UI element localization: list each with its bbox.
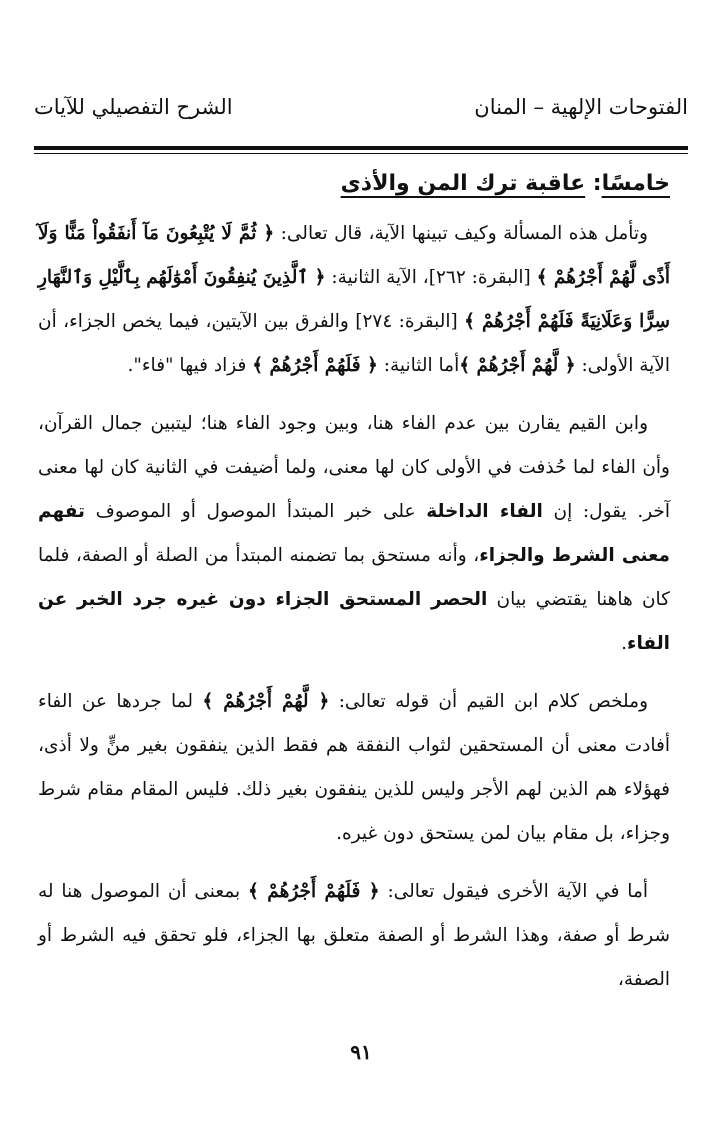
book-title: الفتوحات الإلهية – المنان bbox=[474, 95, 688, 119]
p3-text-1: وملخص كلام ابن القيم أن قوله تعالى: bbox=[329, 691, 649, 712]
p2-text-1: وابن القيم يقارن بين عدم الفاء هنا، وبين وجود الفاء هنا؛ ليتبين جمال القرآن، وأن الفاء لما حُذفت في الأولى كان لها معنى، ولما أضيفت في الثانية كان لها معنى آخر. يقول: إن bbox=[38, 413, 670, 522]
p2-bold-1: الفاء الداخلة bbox=[426, 501, 543, 522]
section-title: عاقبة ترك المن والأذى bbox=[340, 171, 586, 196]
p2-text-4: . bbox=[621, 633, 627, 654]
paragraph-3 bbox=[38, 680, 670, 856]
p2-text-3: ، وأنه مستحق بما تضمنه المبتدأ من الصلة أو الصفة، فلما كان هاهنا يقتضي بيان bbox=[38, 545, 670, 610]
p3-text-2: لما جردها عن الفاء أفادت معنى أن المستحقين لثواب النفقة هم فقط الذين ينفقون بغير منٍّ ولا أذى، فهؤلاء هم الذين لهم الأجر وليس للذين ينفقون بغير ذلك. فليس المقام مقام شرط وجزاء، بل مقام بيان لمن يستحق دون غيره. bbox=[38, 691, 670, 844]
p1-text-1: وتأمل هذه المسألة وكيف تبينها الآية، قال تعالى: bbox=[274, 223, 648, 244]
p1-verse-4: ﴿ فَلَهُمْ أَجْرُهُمْ ﴾ bbox=[252, 355, 378, 376]
header-rule-thick bbox=[34, 146, 688, 150]
p2-bold-3: الحصر المستحق الجزاء دون غيره جرد الخبر عن الفاء bbox=[38, 589, 670, 654]
section-heading bbox=[38, 162, 670, 206]
p2-bold-2: تفهم معنى الشرط والجزاء bbox=[38, 501, 671, 566]
p4-text-1: أما في الآية الأخرى فيقول تعالى: bbox=[379, 881, 648, 902]
paragraph-1 bbox=[38, 212, 670, 388]
chapter-title: الشرح التفصيلي للآيات bbox=[34, 95, 233, 119]
p1-verse-2: ﴿ ٱلَّذِينَ يُنفِقُونَ أَمْوَٰلَهُم بِٱلَّيْلِ وَٱلنَّهَارِ سِرًّا وَعَلَانِيَةً فَلَهُمْ أَجْرُهُمْ ﴾ bbox=[38, 267, 670, 332]
p1-verse-3: ﴿ لَّهُمْ أَجْرُهُمْ ﴾ bbox=[459, 355, 576, 376]
p2-text-2: على خبر المبتدأ الموصول أو الموصوف bbox=[84, 501, 427, 522]
p3-verse-1: ﴿ لَّهُمْ أَجْرُهُمْ ﴾ bbox=[202, 691, 330, 712]
header-rule-thin bbox=[34, 153, 688, 154]
section-number: خامسًا bbox=[601, 171, 670, 196]
p4-verse-1: ﴿ فَلَهُمْ أَجْرُهُمْ ﴾ bbox=[248, 881, 380, 902]
p1-text-3: [البقرة: ٢٧٤] والفرق بين الآيتين، فيما يخص الجزاء، أن الآية الأولى: bbox=[38, 311, 670, 376]
page-number: ٩١ bbox=[350, 1040, 372, 1064]
p1-text-5: فزاد فيها "فاء". bbox=[127, 355, 253, 376]
page-body bbox=[38, 162, 670, 1016]
paragraph-2 bbox=[38, 402, 670, 666]
paragraph-4 bbox=[38, 870, 670, 1002]
p1-text-2: [البقرة: ٢٦٢]، الآية الثانية: bbox=[325, 267, 537, 288]
section-colon: : bbox=[585, 171, 602, 196]
running-header bbox=[34, 92, 688, 128]
p1-verse-1: ﴿ ثُمَّ لَا يُتْبِعُونَ مَآ أَنفَقُواْ مَنًّا وَلَآ أَذًى لَّهُمْ أَجْرُهُمْ ﴾ bbox=[38, 223, 670, 288]
p1-text-4: أما الثانية: bbox=[377, 355, 460, 376]
p4-text-2: بمعنى أن الموصول هنا له شرط أو صفة، وهذا الشرط أو الصفة متعلق بها الجزاء، فلو تحقق فيه الشرط أو الصفة، bbox=[38, 881, 670, 990]
